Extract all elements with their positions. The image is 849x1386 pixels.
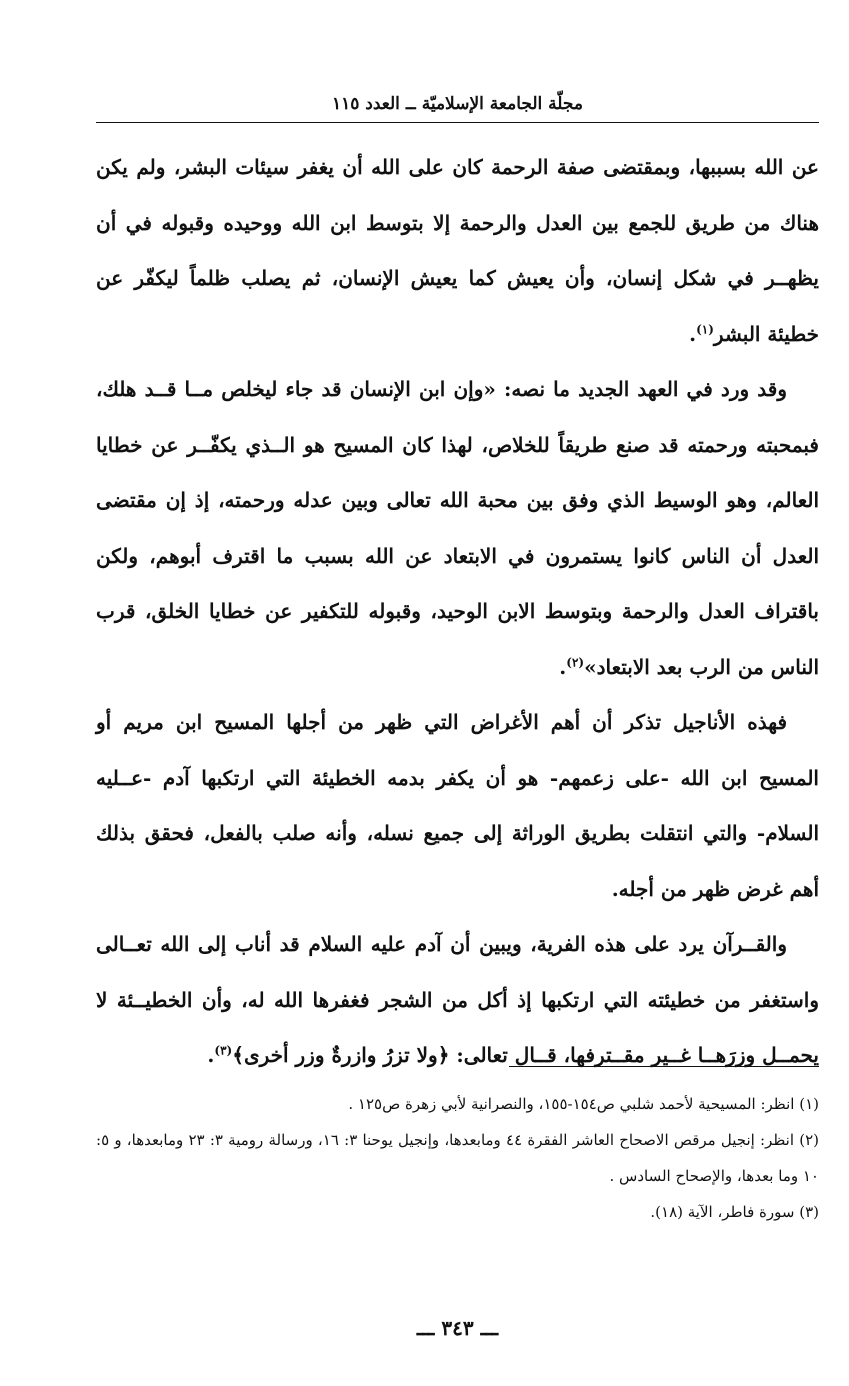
footnote-2: (٢) انظر: إنجيل مرقص الاصحاح العاشر الفقرة ٤٤ ومابعدها، وإنجيل يوحنا ٣: ١٦، ورسالة رومية ٣: ٢٣ ومابعدها، و ٥: ١٠ وما بعدها، والإصحاح السادس . — [96, 1131, 820, 1185]
footnote-ref-3[interactable]: (٣) — [214, 1043, 233, 1058]
paragraph-2-text: وقد ورد في العهد الجديد ما نصه: «وإن ابن الإنسان قد جاء ليخلص مــا قــد هلك، فبمحبته ورحمته قد صنع طريقاً للخلاص، لهذا كان المسيح هو الــذي يكفّــر عن خطايا العالم، وهو الوسيط الذي وفق بين محبة الله تعالى وبين عدله ورحمته، إذ إن مقتضى العدل أن الناس كانوا يستمرون في الابتعاد عن الله بسبب ما اقترف أبوهم، ولكن باقتراف العدل والرحمة وبتوسط الابن الوحيد، وقبوله للتكفير عن خطايا الخلق، قرب الناس من الرب بعد الابتعاد» — [96, 377, 819, 679]
paragraph-4-text: والقــرآن يرد على هذه الفرية، ويبين أن آدم عليه السلام قد أناب إلى الله تعــالى واستغفر من خطيئته التي ارتكبها إذ أكل من الشجر فغفرها الله له، وأن الخطيــئة لا يحمــل وزرَهــا غــير مقــترفها، قــال تعالى: ﴿ولا تزرُ وازرةٌ وزر أخرى﴾ — [96, 932, 819, 1067]
footnote-ref-1[interactable]: (١) — [696, 321, 714, 336]
footnote-1: (١) انظر: المسيحية لأحمد شلبي ص١٥٤-١٥٥، والنصرانية لأبي زهرة ص١٢٥ . — [348, 1095, 819, 1113]
footnote-ref-2[interactable]: (٢) — [566, 654, 585, 669]
footnote-separator — [509, 1066, 819, 1067]
header-rule — [96, 122, 819, 123]
paragraph-1-text: عن الله بسببها، وبمقتضى صفة الرحمة كان على الله أن يغفر سيئات البشر، ولم يكن هناك من طريق للجمع بين العدل والرحمة إلا بتوسط ابن الله ووحيده وقبوله في أن يظهــر في شكل إنسان، وأن يعيش كما يعيش الإنسان، ثم يصلب ظلماً ليكفّر عن خطيئة البشر — [96, 155, 819, 346]
paragraph-2-tail: . — [559, 654, 567, 679]
paragraph-3-text: فهذه الأناجيل تذكر أن أهم الأغراض التي ظهر من أجلها المسيح ابن مريم أو المسيح ابن الله -على زعمهم- هو أن يكفر بدمه الخطيئة التي ارتكبها آدم -عــليه السلام- والتي انتقلت بطريق الوراثة إلى جميع نسله، وأنه صلب بالفعل، فحقق بذلك أهم غرض ظهر من أجله. — [96, 710, 819, 901]
footnote-3: (٣) سورة فاطر، الآية (١٨). — [650, 1203, 819, 1221]
paragraph-4-tail: . — [207, 1043, 215, 1067]
document-page — [96, 0, 819, 1386]
paragraph-3 — [96, 695, 819, 917]
paragraph-4 — [96, 917, 819, 1084]
paragraph-2 — [96, 362, 819, 695]
page-number: ـــ ٣٤٣ ـــ — [416, 1316, 499, 1340]
paragraph-1 — [96, 140, 819, 362]
paragraph-1-tail: . — [689, 321, 697, 346]
running-header: مجلّة الجامعة الإسلاميّة ــ العدد ١١٥ — [331, 94, 583, 114]
footnotes — [96, 1086, 819, 1230]
body-text — [96, 140, 819, 1084]
